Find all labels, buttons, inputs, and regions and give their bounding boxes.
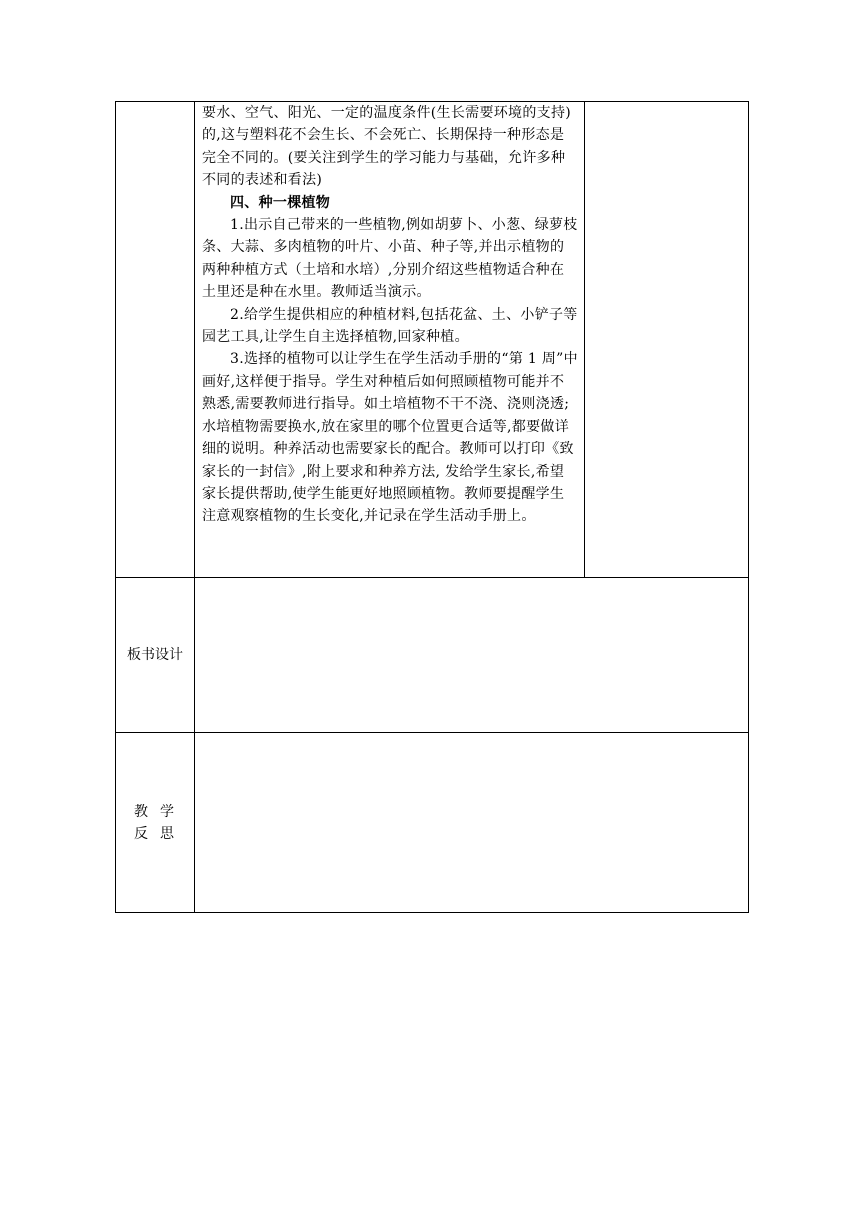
section-heading-plant: 四、种一棵植物: [230, 194, 331, 211]
notes-cell-empty: [585, 102, 749, 578]
teaching-content-cell: [195, 102, 585, 578]
lesson-plan-table: [115, 101, 749, 913]
board-design-label: 板书设计: [116, 578, 195, 733]
reflection-label-line-1: 教学: [134, 803, 186, 820]
paragraph-continuation: 要水、空气、阳光、一定的温度条件(生长需要环境的支持)的,这与塑料花不会生长、不会死亡、长期保持一种形态是完全不同的。(要关注到学生的学习能力与基础，允许多种不同的表述和看法): [202, 105, 572, 189]
paragraph-step-2: 2.给学生提供相应的种植材料,包括花盆、土、小铲子等园艺工具,让学生自主选择植物,回家种植。: [202, 306, 578, 346]
paragraph-step-1: 1.出示自己带来的一些植物,例如胡萝卜、小葱、绿萝枝条、大蒜、多肉植物的叶片、小苗、种子等,并出示植物的两种种植方式（土培和水培）,分别介绍这些植物适合种在土里还是种在水里。教师适当演示。: [202, 217, 578, 301]
reflection-label-line-2: 反思: [134, 825, 186, 842]
reflection-label: [116, 733, 195, 913]
board-design-row: [116, 578, 749, 733]
row-label-cell-empty: [116, 102, 195, 578]
reflection-content: [195, 733, 749, 913]
paragraph-step-3: 3.选择的植物可以让学生在学生活动手册的“第 1 周”中画好,这样便于指导。学生对种植后如何照顾植物可能并不熟悉,需要教师进行指导。如土培植物不干不浇、浇则浇透;水培植物需要换水,放在家里的哪个位置更合适等,都要做详细的说明。种养活动也需要家长的配合。教师可以打印《致家长的一封信》,附上要求和种养方法, 发给学生家长,希望家长提供帮助,使学生能更好地照顾植物。教师要提醒学生注意观察植物的生长变化,并记录在学生活动手册上。: [202, 351, 578, 525]
teaching-process-row: [116, 102, 749, 578]
board-design-content: [195, 578, 749, 733]
reflection-row: [116, 733, 749, 913]
